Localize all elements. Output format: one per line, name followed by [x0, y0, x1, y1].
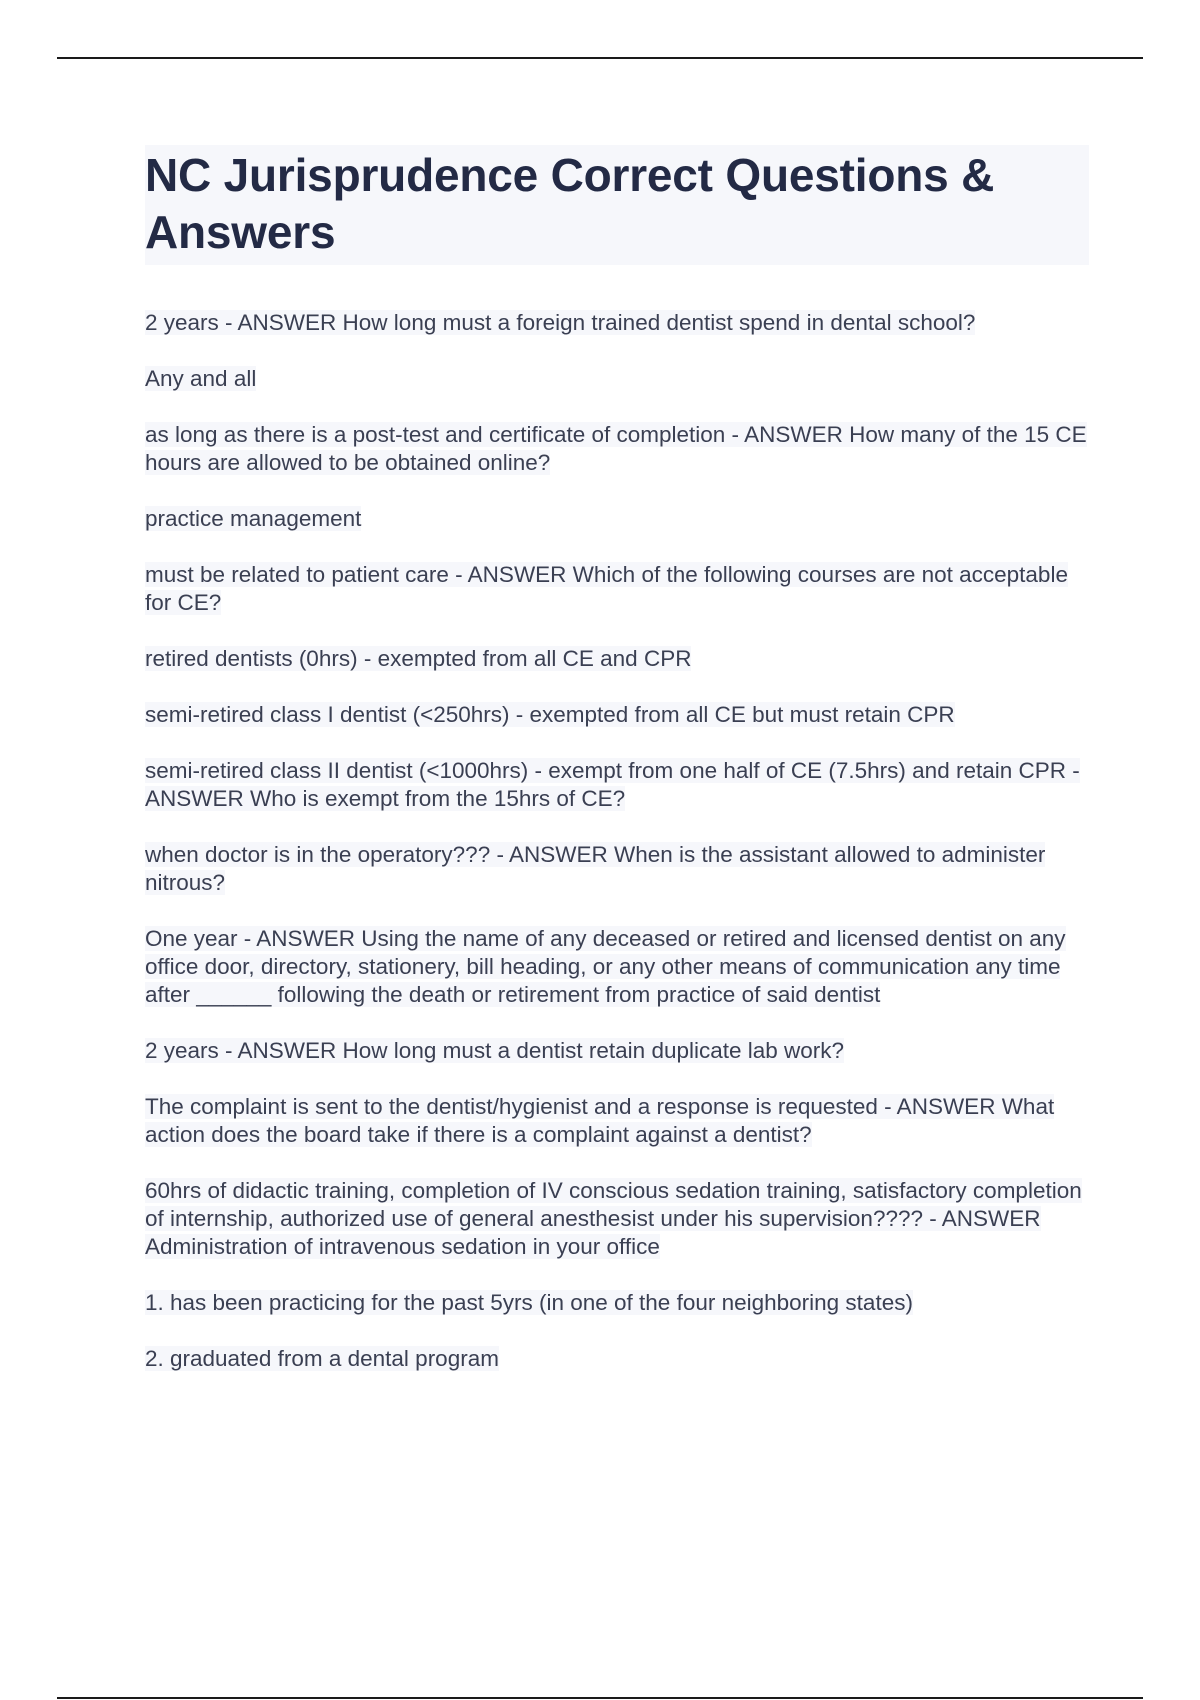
qa-paragraph: as long as there is a post-test and certificate of completion - ANSWER How many of the 15 CE hours are allowed to be obtained online?: [145, 422, 1087, 475]
qa-paragraph: The complaint is sent to the dentist/hygienist and a response is requested - ANSWER What action does the board take if there is a complaint against a dentist?: [145, 1094, 1055, 1147]
qa-paragraph: One year - ANSWER Using the name of any deceased or retired and licensed dentist on any office door, directory, stationery, bill heading, or any other means of communication any time after ______ following the death or retirement from practice of said dentist: [145, 926, 1066, 1007]
qa-paragraph: 2 years - ANSWER How long must a foreign trained dentist spend in dental school?: [145, 310, 976, 335]
qa-paragraph: 2. graduated from a dental program: [145, 1346, 499, 1371]
document-title: NC Jurisprudence Correct Questions & Answers: [145, 149, 995, 258]
qa-paragraph: 60hrs of didactic training, completion of IV conscious sedation training, satisfactory completion of internship, authorized use of general anesthesist under his supervision???? - ANSWER Administration of intravenous sedation in your office: [145, 1178, 1082, 1259]
top-rule: [57, 57, 1143, 59]
qa-paragraph: semi-retired class II dentist (<1000hrs) - exempt from one half of CE (7.5hrs) and retain CPR - ANSWER Who is exempt from the 15hrs of CE?: [145, 758, 1080, 811]
qa-paragraph: 2 years - ANSWER How long must a dentist retain duplicate lab work?: [145, 1038, 845, 1063]
qa-paragraph: semi-retired class I dentist (<250hrs) - exempted from all CE but must retain CPR: [145, 702, 955, 727]
title-block: [145, 145, 1089, 265]
qa-paragraph: practice management: [145, 506, 362, 531]
qa-paragraph: must be related to patient care - ANSWER Which of the following courses are not acceptable for CE?: [145, 562, 1068, 615]
bottom-rule: [57, 1697, 1143, 1699]
qa-paragraph: when doctor is in the operatory??? - ANSWER When is the assistant allowed to administer nitrous?: [145, 842, 1046, 895]
qa-paragraph: Any and all: [145, 366, 257, 391]
qa-paragraph: retired dentists (0hrs) - exempted from all CE and CPR: [145, 646, 692, 671]
document-body: [145, 145, 1089, 1401]
qa-paragraph: 1. has been practicing for the past 5yrs (in one of the four neighboring states): [145, 1290, 913, 1315]
